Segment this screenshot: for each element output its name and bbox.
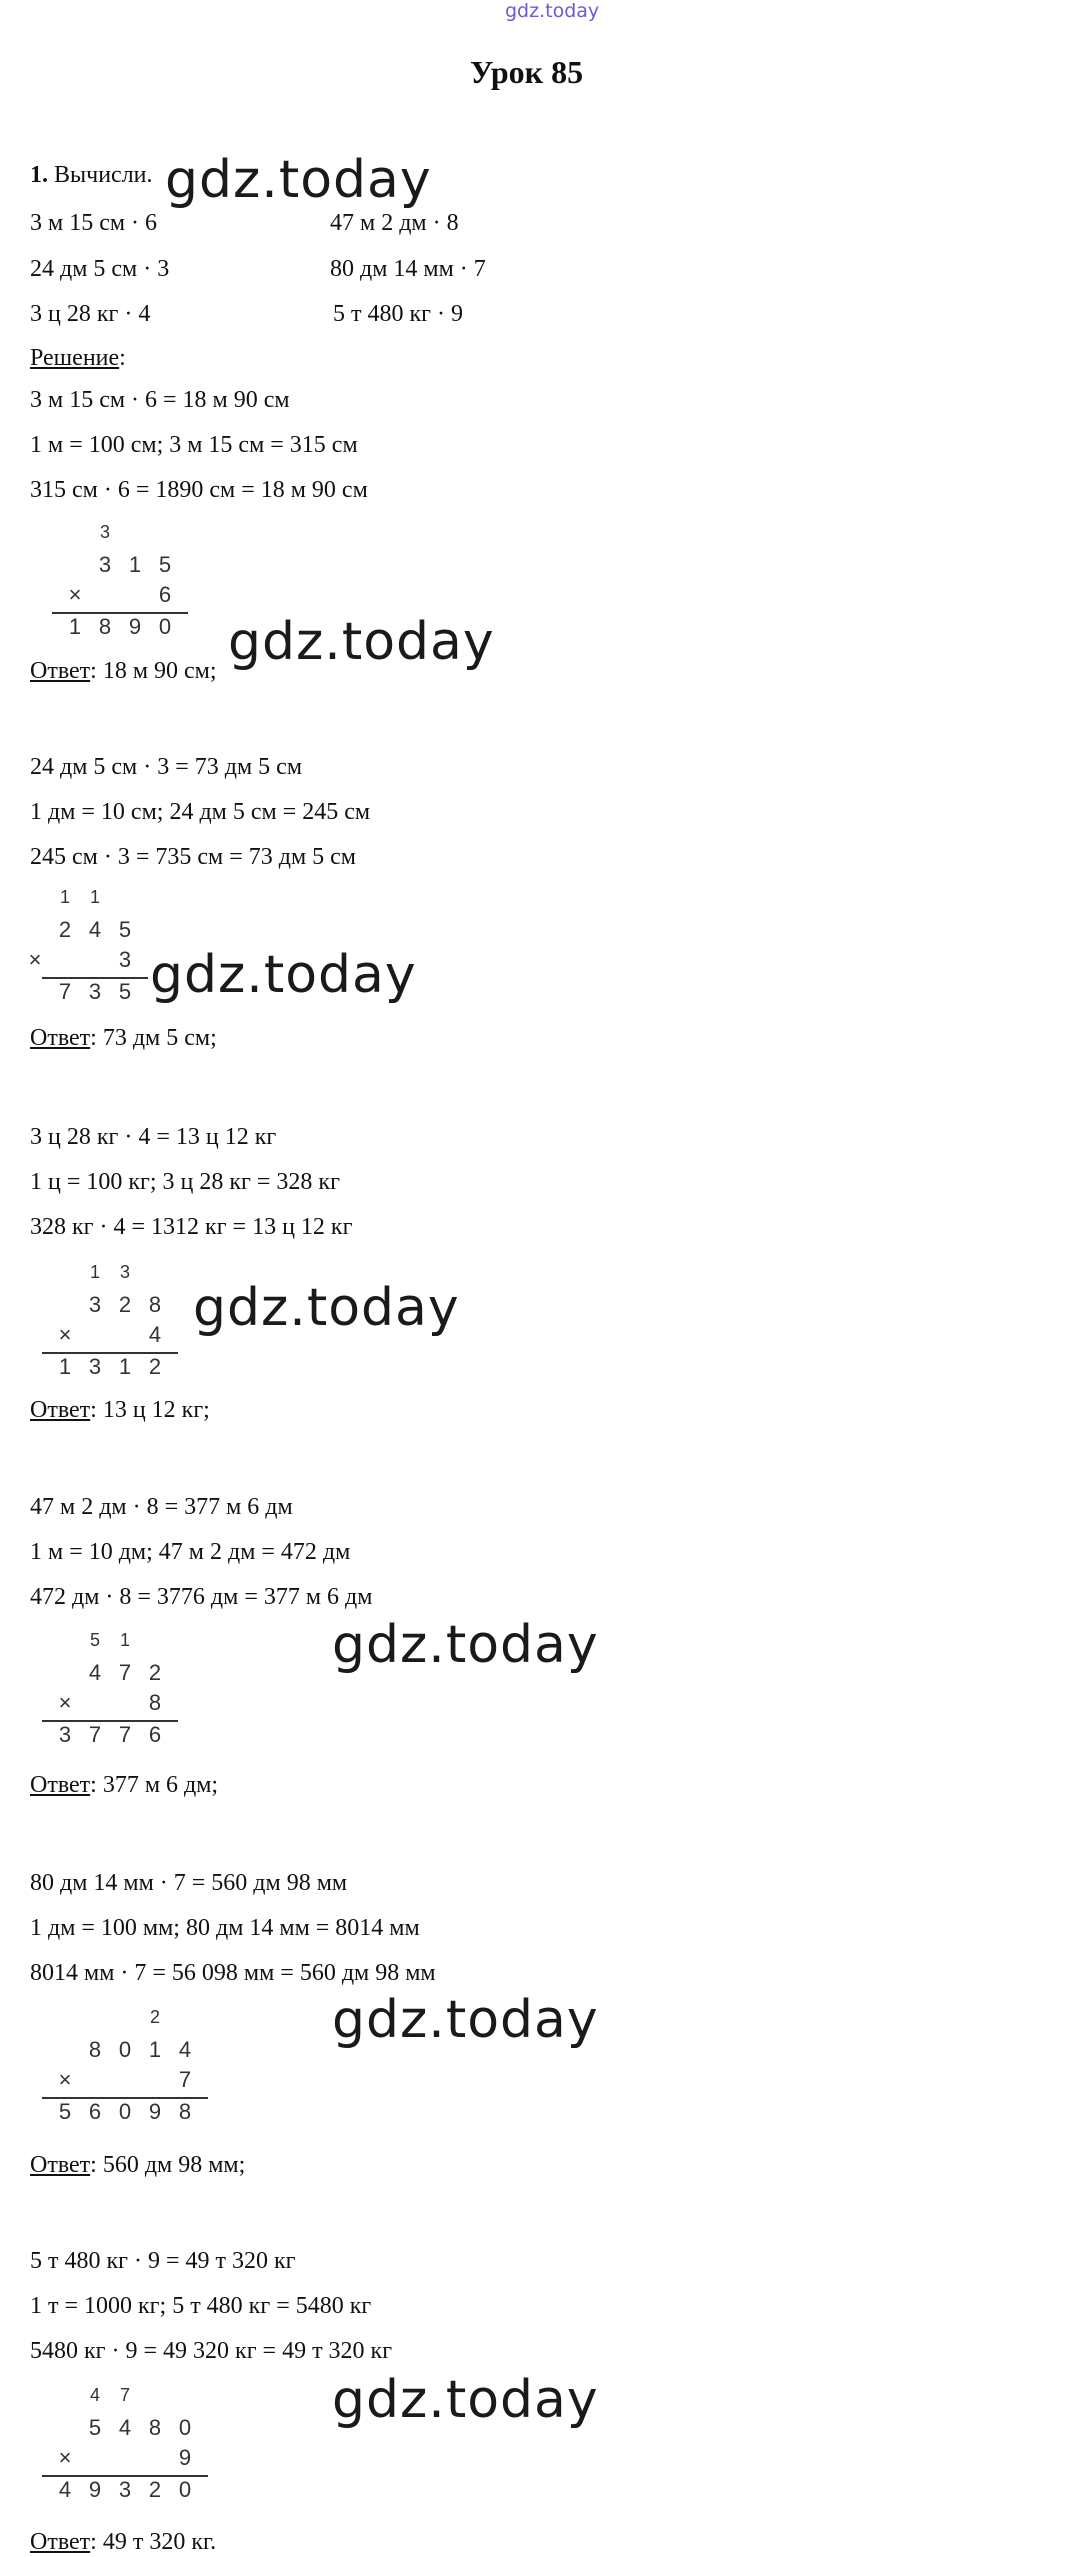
multiplicand-digit: 5 bbox=[158, 552, 172, 577]
multiplicand-digit: 7 bbox=[118, 1660, 132, 1685]
result-digit: 0 bbox=[118, 2099, 132, 2124]
column-multiplication bbox=[42, 1262, 172, 1392]
solution-line: 1 т = 1000 кг; 5 т 480 кг = 5480 кг bbox=[30, 2293, 372, 2319]
result-digit: 3 bbox=[88, 1354, 102, 1379]
watermark: gdz.today bbox=[332, 2370, 599, 2430]
solution-line: 315 см · 6 = 1890 см = 18 м 90 см bbox=[30, 477, 368, 503]
result-digit: 5 bbox=[118, 979, 132, 1004]
result-digit: 1 bbox=[118, 1354, 132, 1379]
carry-digit: 7 bbox=[119, 2385, 130, 2405]
times-sign: × bbox=[58, 1322, 72, 1347]
carry-digit: 3 bbox=[119, 1262, 130, 1282]
result-digit: 7 bbox=[88, 1722, 102, 1747]
solution-line: 472 дм · 8 = 3776 дм = 377 м 6 дм bbox=[30, 1584, 373, 1610]
multiplicand-digit: 2 bbox=[58, 917, 72, 942]
answer-label: Ответ bbox=[30, 1772, 91, 1798]
multiplicand-digit: 2 bbox=[148, 1660, 162, 1685]
solution-line: 24 дм 5 см · 3 = 73 дм 5 см bbox=[30, 754, 303, 780]
solution-line: 245 см · 3 = 735 см = 73 дм 5 см bbox=[30, 844, 356, 870]
task-label: Вычисли. bbox=[54, 162, 153, 188]
solution-line: 3 ц 28 кг · 4 = 13 ц 12 кг bbox=[30, 1124, 277, 1150]
watermark: gdz.today bbox=[332, 1615, 599, 1675]
solution-line: 5 т 480 кг · 9 = 49 т 320 кг bbox=[30, 2248, 296, 2274]
task-heading bbox=[30, 160, 153, 190]
column-multiplication bbox=[52, 522, 182, 652]
multiplier-digit: 6 bbox=[158, 582, 172, 607]
solution-line: 8014 мм · 7 = 56 098 мм = 560 дм 98 мм bbox=[30, 1960, 436, 1986]
solution-line: 5480 кг · 9 = 49 320 кг = 49 т 320 кг bbox=[30, 2338, 393, 2364]
result-digit: 6 bbox=[88, 2099, 102, 2124]
times-sign: × bbox=[68, 582, 82, 607]
answer-label: Ответ bbox=[30, 2529, 91, 2555]
result-digit: 1 bbox=[68, 614, 82, 639]
site-logo[interactable]: gdz.today bbox=[505, 0, 600, 22]
multiplicand-digit: 4 bbox=[88, 917, 102, 942]
multiplier-digit: 3 bbox=[118, 947, 132, 972]
solution-line: 1 м = 10 дм; 47 м 2 дм = 472 дм bbox=[30, 1539, 351, 1565]
multiplier-digit: 8 bbox=[148, 1690, 162, 1715]
problem-5: 80 дм 14 мм · 7 bbox=[330, 256, 486, 282]
solution-line: 1 дм = 10 см; 24 дм 5 см = 245 см bbox=[30, 799, 371, 825]
multiplicand-digit: 2 bbox=[118, 1292, 132, 1317]
result-digit: 9 bbox=[128, 614, 142, 639]
answer-value: : 377 м 6 дм; bbox=[90, 1772, 219, 1798]
problem-6: 5 т 480 кг · 9 bbox=[333, 301, 463, 327]
carry-digit: 1 bbox=[59, 887, 70, 907]
result-digit: 5 bbox=[58, 2099, 72, 2124]
answer-value: : 49 т 320 кг. bbox=[90, 2529, 217, 2555]
multiplicand-digit: 3 bbox=[88, 1292, 102, 1317]
carry-digit: 3 bbox=[99, 522, 110, 542]
problem-2: 24 дм 5 см · 3 bbox=[30, 256, 170, 282]
multiplicand-digit: 3 bbox=[98, 552, 112, 577]
result-digit: 7 bbox=[58, 979, 72, 1004]
answer-label: Ответ bbox=[30, 658, 91, 684]
result-digit: 2 bbox=[148, 1354, 162, 1379]
multiplier-digit: 9 bbox=[178, 2445, 192, 2470]
column-multiplication bbox=[28, 887, 142, 1017]
watermark: gdz.today bbox=[193, 1278, 460, 1338]
multiplicand-digit: 4 bbox=[178, 2037, 192, 2062]
result-digit: 9 bbox=[148, 2099, 162, 2124]
answer-label: Ответ bbox=[30, 2152, 91, 2178]
solution-line: 3 м 15 см · 6 = 18 м 90 см bbox=[30, 387, 290, 413]
carry-digit: 1 bbox=[89, 1262, 100, 1282]
carry-digit: 1 bbox=[89, 887, 100, 907]
solution-line: 1 м = 100 см; 3 м 15 см = 315 см bbox=[30, 432, 358, 458]
times-sign: × bbox=[58, 2445, 72, 2470]
solution-line: 328 кг · 4 = 1312 кг = 13 ц 12 кг bbox=[30, 1214, 353, 1240]
answer-label: Ответ bbox=[30, 1397, 91, 1423]
solution-line: 1 ц = 100 кг; 3 ц 28 кг = 328 кг bbox=[30, 1169, 340, 1195]
watermark: gdz.today bbox=[332, 1990, 599, 2050]
solution-line: 80 дм 14 мм · 7 = 560 дм 98 мм bbox=[30, 1870, 348, 1896]
task-number: 1. bbox=[30, 162, 48, 188]
multiplicand-digit: 8 bbox=[148, 2415, 162, 2440]
answer-line bbox=[30, 1023, 217, 1053]
problem-1: 3 м 15 см · 6 bbox=[30, 210, 158, 236]
multiplier-digit: 4 bbox=[148, 1322, 162, 1347]
page-title: Урок 85 bbox=[470, 54, 584, 90]
result-digit: 1 bbox=[58, 1354, 72, 1379]
solution-line: 1 дм = 100 мм; 80 дм 14 мм = 8014 мм bbox=[30, 1915, 420, 1941]
result-digit: 8 bbox=[178, 2099, 192, 2124]
times-sign: × bbox=[28, 947, 42, 972]
answer-value: : 73 дм 5 см; bbox=[90, 1025, 217, 1051]
result-digit: 0 bbox=[158, 614, 172, 639]
watermark: gdz.today bbox=[150, 945, 417, 1005]
problem-3: 3 ц 28 кг · 4 bbox=[30, 301, 151, 327]
result-digit: 8 bbox=[98, 614, 112, 639]
answer-line bbox=[30, 2150, 245, 2180]
multiplicand-digit: 8 bbox=[148, 1292, 162, 1317]
multiplicand-digit: 5 bbox=[88, 2415, 102, 2440]
column-multiplication bbox=[42, 2007, 202, 2137]
carry-digit: 2 bbox=[149, 2007, 160, 2027]
result-digit: 2 bbox=[148, 2477, 162, 2502]
answer-line bbox=[30, 1395, 210, 1425]
answer-value: : 13 ц 12 кг; bbox=[90, 1397, 210, 1423]
result-digit: 4 bbox=[58, 2477, 72, 2502]
multiplicand-digit: 0 bbox=[178, 2415, 192, 2440]
answer-line bbox=[30, 2527, 216, 2557]
answer-line bbox=[30, 656, 217, 686]
carry-digit: 4 bbox=[89, 2385, 100, 2405]
multiplicand-digit: 0 bbox=[118, 2037, 132, 2062]
result-digit: 0 bbox=[178, 2477, 192, 2502]
solution-label: Решение bbox=[30, 345, 120, 371]
carry-digit: 5 bbox=[89, 1630, 100, 1650]
result-digit: 3 bbox=[118, 2477, 132, 2502]
times-sign: × bbox=[58, 2067, 72, 2092]
multiplicand-digit: 8 bbox=[88, 2037, 102, 2062]
multiplicand-digit: 1 bbox=[128, 552, 142, 577]
times-sign: × bbox=[58, 1690, 72, 1715]
carry-digit: 1 bbox=[119, 1630, 130, 1650]
answer-value: : 18 м 90 см; bbox=[90, 658, 217, 684]
answer-value: : 560 дм 98 мм; bbox=[90, 2152, 246, 2178]
multiplicand-digit: 5 bbox=[118, 917, 132, 942]
result-digit: 3 bbox=[58, 1722, 72, 1747]
watermark: gdz.today bbox=[228, 612, 495, 672]
multiplicand-digit: 4 bbox=[88, 1660, 102, 1685]
multiplier-digit: 7 bbox=[178, 2067, 192, 2092]
multiplicand-digit: 4 bbox=[118, 2415, 132, 2440]
solution-heading: Решение: bbox=[30, 345, 126, 371]
solution-line: 47 м 2 дм · 8 = 377 м 6 дм bbox=[30, 1494, 293, 1520]
result-digit: 6 bbox=[148, 1722, 162, 1747]
watermark: gdz.today bbox=[165, 150, 432, 210]
answer-label: Ответ bbox=[30, 1025, 91, 1051]
result-digit: 7 bbox=[118, 1722, 132, 1747]
result-digit: 3 bbox=[88, 979, 102, 1004]
column-multiplication bbox=[42, 2385, 202, 2515]
result-digit: 9 bbox=[88, 2477, 102, 2502]
answer-line bbox=[30, 1770, 218, 1800]
problem-4: 47 м 2 дм · 8 bbox=[330, 210, 459, 236]
multiplicand-digit: 1 bbox=[148, 2037, 162, 2062]
column-multiplication bbox=[42, 1630, 172, 1760]
